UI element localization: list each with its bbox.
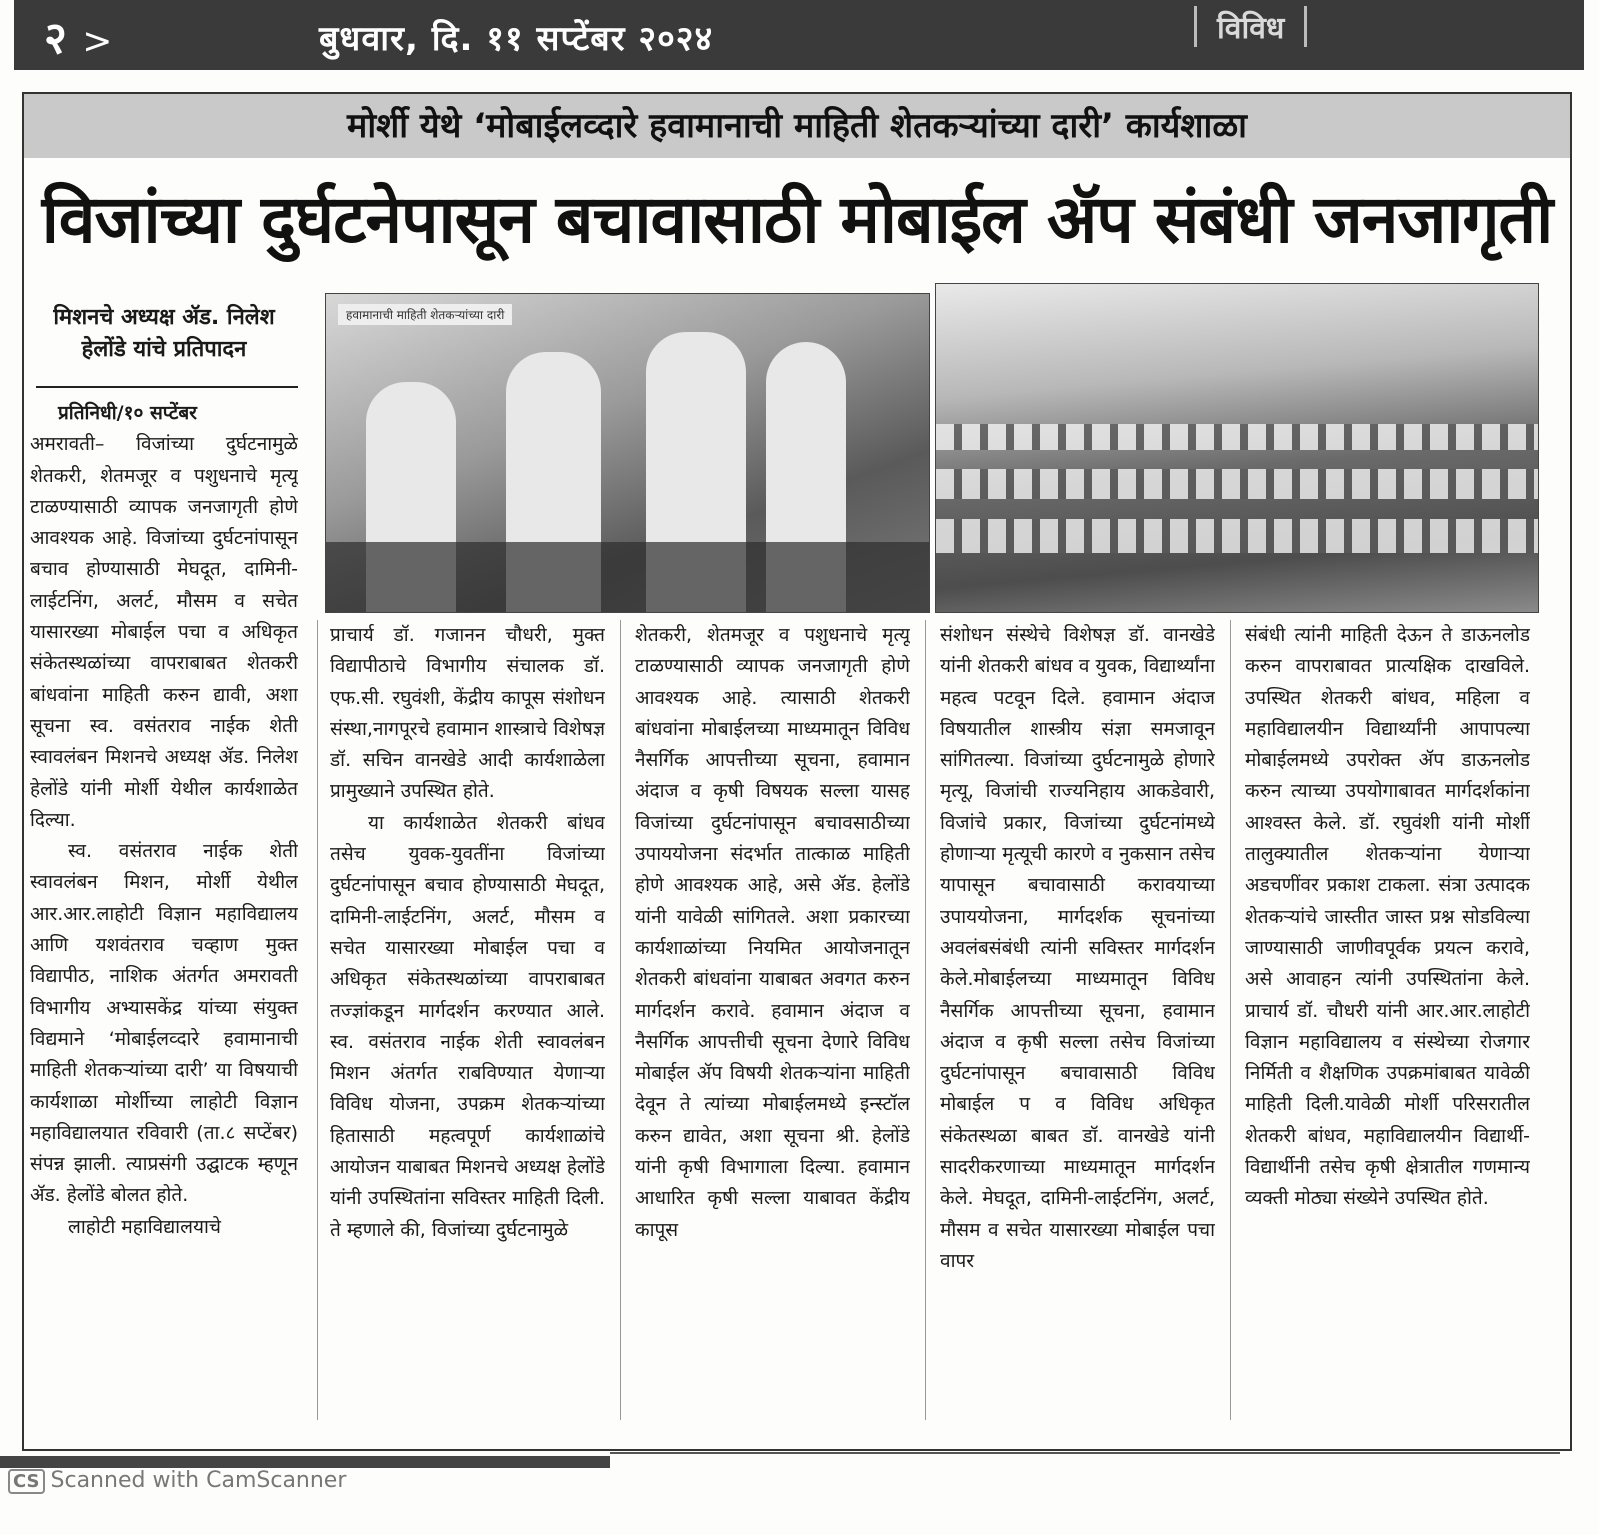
- footer-rule: [610, 1452, 1560, 1454]
- column-divider: [317, 620, 318, 1420]
- article-dateline: प्रतिनिधी/१० सप्टेंबर: [58, 402, 197, 424]
- article-column-1: [30, 398, 298, 1428]
- camscanner-logo-icon: CS: [8, 1469, 45, 1494]
- watermark-text: Scanned with CamScanner: [50, 1468, 347, 1493]
- paragraph: स्व. वसंतराव नाईक शेती स्वावलंबन मिशन, मोर्शी येथील आर.आर.लाहोटी विज्ञान महाविद्यालय आणि यशवंतराव चव्हाण मुक्त विद्यापीठ, नाशिक अंतर्गत अमरावती विभागीय अभ्यासकेंद्र यांच्या संयुक्त विद्यमाने ‘मोबाईलव्दारे हवामानाची माहिती शेतकऱ्यांच्या दारी’ या विषयाची कार्यशाळा मोर्शीच्या लाहोटी विज्ञान महाविद्यालयात रविवारी (ता.८ सप्टेंबर) संपन्न झाली. त्याप्रसंगी उद्घाटक म्हणून ॲड. हेलोंडे बोलत होते.: [30, 840, 298, 1207]
- photo-audience: [935, 283, 1539, 613]
- subhead-rule: [36, 386, 298, 388]
- article-column-2: [330, 620, 605, 1430]
- photo-dignitaries: [325, 293, 930, 613]
- scanner-watermark: [8, 1468, 346, 1494]
- article-subhead: मिशनचे अध्यक्ष ॲड. निलेश हेलोंडे यांचे प्रतिपादन: [53, 305, 275, 362]
- paragraph: प्राचार्य डॉ. गजानन चौधरी, मुक्त विद्यापीठाचे विभागीय संचालक डॉ. एफ.सी. रघुवंशी, केंद्रीय कापूस संशोधन संस्था,नागपूरचे हवामान शास्त्राचे विशेषज्ञ डॉ. सचिन वानखेडे आदी कार्यशाळेला प्रामुख्याने उपस्थित होते.: [330, 624, 605, 803]
- photo-crowd-row: [936, 469, 1538, 499]
- photo-table: [326, 542, 929, 612]
- page-header-bar: [14, 0, 1584, 70]
- column-divider: [620, 620, 621, 1420]
- footer-bar: [0, 1456, 610, 1468]
- paragraph: अमरावती– विजांच्या दुर्घटनामुळे शेतकरी, शेतमजूर व पशुधनाचे मृत्यू टाळण्यासाठी व्यापक जनजागृती होणे आवश्यक आहे. विजांच्या दुर्घटनांपासून बचाव होण्यासाठी मेघदूत, दामिनी-लाईटनिंग, अलर्ट, मौसम व सचेत यासारख्या मोबाईल पचा व अधिकृत संकेतस्थळांच्या वापराबाबत शेतकरी बांधवांना माहिती करुन द्यावी, अशा सूचना स्व. वसंतराव नाईक शेती स्वावलंबन मिशनचे अध्यक्ष ॲड. निलेश हेलोंडे यांनी मोर्शी येथील कार्यशाळेत दिल्या.: [30, 433, 298, 831]
- column-divider: [925, 620, 926, 1420]
- article-column-4: [940, 620, 1215, 1430]
- paragraph: संशोधन संस्थेचे विशेषज्ञ डॉ. वानखेडे यांनी शेतकरी बांधव व युवक, विद्यार्थ्यांना महत्व पटवून दिले. हवामान अंदाज विषयातील शास्त्रीय संज्ञा समजावून सांगितल्या. विजांच्या दुर्घटनामुळे होणारे मृत्यू, विजांची राज्यनिहाय आकडेवारी, विजांचे प्रकार, विजांच्या दुर्घटनांमध्ये होणाऱ्या मृत्यूची कारणे व नुकसान तसेच यापासून बचावासाठी करावयाच्या उपाययोजना, मार्गदर्शक सूचनांच्या अवलंबसंबंधी त्यांनी सविस्तर मार्गदर्शन केले.मोबाईलच्या माध्यमातून विविध नैसर्गिक आपत्तीच्या सूचना, हवामान अंदाज व कृषी सल्ला तसेच विजांच्या दुर्घटनांपासून बचावासाठी विविध मोबाईल प व विविध अधिकृत संकेतस्थळा बाबत डॉ. वानखेडे यांनी सादरीकरणाच्या माध्यमातून मार्गदर्शन केले. मेघदूत, दामिनी-लाईटनिंग, अलर्ट, मौसम व सचेत यासारख्या मोबाईल पचा वापर: [940, 624, 1215, 1272]
- paragraph: या कार्यशाळेत शेतकरी बांधव तसेच युवक-युवतींना विजांच्या दुर्घटनांपासून बचाव होण्यासाठी मेघदूत, दामिनी-लाईटनिंग, अलर्ट, मौसम व सचेत यासारख्या मोबाईल पचा व अधिकृत संकेतस्थळांच्या वापराबाबत तज्ज्ञांकडून मार्गदर्शन करण्यात आले. स्व. वसंतराव नाईक शेती स्वावलंबन मिशन अंतर्गत राबविण्यात येणाऱ्या विविध योजना, उपक्रम शेतकऱ्यांच्या हितासाठी महत्वपूर्ण कार्यशाळांचे आयोजन याबाबत मिशनचे अध्यक्ष हेलोंडे यांनी उपस्थितांना सविस्तर माहिती दिली. ते म्हणाले की, विजांच्या दुर्घटनामुळे: [330, 811, 605, 1241]
- paragraph: संबंधी त्यांनी माहिती देऊन ते डाऊनलोड करुन वापराबावत प्रात्यक्षिक दाखविले. उपस्थित शेतकरी बांधव, महिला व महाविद्यालयीन विद्यार्थ्यांनी आपापल्या मोबाईलमध्ये उपरोक्त ॲप डाऊनलोड करुन त्याच्या उपयोगाबावत मार्गदर्शकांना आश्वस्त केले. डॉ. रघुवंशी यांनी मोर्शी तालुक्यातील शेतकऱ्यांना येणाऱ्या अडचणींवर प्रकाश टाकला. संत्रा उत्पादक शेतकऱ्यांचे जास्तीत जास्त प्रश्न सोडविल्या जाण्यासाठी जाणीवपूर्वक प्रयत्न करावे, असे आवाहन त्यांनी उपस्थितांना केले. प्राचार्य डॉ. चौधरी यांनी आर.आर.लाहोटी विज्ञान महाविद्यालय व संस्थेच्या रोजगार निर्मिती व शैक्षणिक उपक्रमांबाबत यावेळी माहिती दिली.यावेळी मोर्शी परिसरातील शेतकरी बांधव, महाविद्यालयीन विद्यार्थी- विद्यार्थीनी तसेच कृषी क्षेत्रातील गणमान्य व्यक्ती मोठ्या संख्येने उपस्थित होते.: [1245, 624, 1530, 1210]
- photo-crowd-row: [936, 424, 1538, 450]
- issue-date: बुधवार, दि. ११ सप्टेंबर २०२४: [319, 19, 714, 59]
- article-kicker: मोर्शी येथे ‘मोबाईलव्दारे हवामानाची माहिती शेतकऱ्यांच्या दारी’ कार्यशाळा: [24, 94, 1570, 158]
- article-column-3: [635, 620, 910, 1430]
- article-headline: विजांच्या दुर्घटनेपासून बचावासाठी मोबाईल ॲप संबंधी जनजागृती: [41, 181, 1553, 258]
- paragraph: लाहोटी महाविद्यालयाचे: [68, 1215, 221, 1238]
- column-divider: [1230, 620, 1231, 1420]
- photo-banner-text: हवामानाची माहिती शेतकऱ्यांच्या दारी: [338, 304, 512, 325]
- photo-crowd-row: [936, 519, 1538, 553]
- article-column-5: [1245, 620, 1530, 1430]
- section-name: विविध: [1194, 6, 1307, 47]
- page-number: २ >: [44, 13, 113, 64]
- paragraph: शेतकरी, शेतमजूर व पशुधनाचे मृत्यू टाळण्यासाठी व्यापक जनजागृती होणे आवश्यक आहे. त्यासाठी शेतकरी बांधवांना मोबाईलच्या माध्यमातून विविध नैसर्गिक आपत्तीच्या सूचना, हवामान अंदाज व कृषी विषयक सल्ला यासह विजांच्या दुर्घटनांपासून बचावसाठीच्या उपाययोजना संदर्भात तात्काळ माहिती होणे आवश्यक आहे, असे ॲड. हेलोंडे यांनी यावेळी सांगितले. अशा प्रकारच्या कार्यशाळांच्या नियमित आयोजनातून शेतकरी बांधवांना याबाबत अवगत करुन मार्गदर्शन करावे. हवामान अंदाज व नैसर्गिक आपत्तीची सूचना देणारे विविध मोबाईल ॲप विषयी शेतकऱ्यांना माहिती देवून ते त्यांच्या मोबाईलमध्ये इन्स्टॉल करुन द्यावेत, अशा सूचना श्री. हेलोंडे यांनी कृषी विभागाला दिल्या. हवामान आधारित कृषी सल्ला याबावत केंद्रीय कापूस: [635, 624, 910, 1241]
